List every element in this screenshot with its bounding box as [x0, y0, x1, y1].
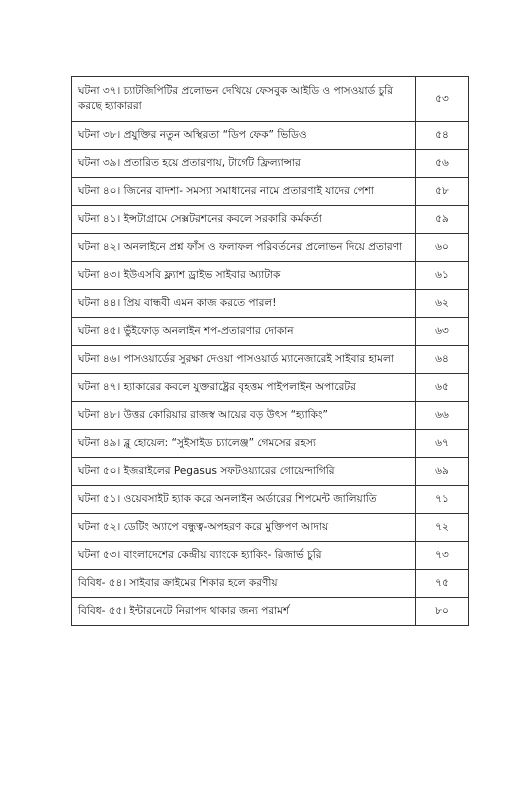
- table-row: [72, 374, 469, 402]
- table-row: [72, 430, 469, 458]
- toc-entry-title: ঘটনা ৪৫। ভুঁইফোড় অনলাইন শপ-প্রতারণার দোকান: [72, 318, 416, 346]
- table-row: [72, 262, 469, 290]
- table-row: [72, 570, 469, 598]
- table-row: [72, 122, 469, 150]
- table-row: [72, 206, 469, 234]
- toc-entry-title: ঘটনা ৪৯। ব্লু হোয়েল: “সুইসাইড চ্যালেঞ্জ” গেমসের রহস্য: [72, 430, 416, 458]
- table-row: [72, 402, 469, 430]
- toc-entry-title: ঘটনা ৪২। অনলাইনে প্রশ্ন ফাঁস ও ফলাফল পরিবর্তনের প্রলোভন দিয়ে প্রতারণা: [72, 234, 416, 262]
- table-of-contents: [71, 76, 469, 626]
- toc-entry-page: ৬৭: [416, 430, 469, 458]
- toc-entry-title: ঘটনা ৩৭। চ্যাটজিপিটির প্রলোভন দেখিয়ে ফেসবুক আইডি ও পাসওয়ার্ড চুরি করছে হ্যাকাররা: [72, 77, 416, 122]
- table-row: [72, 150, 469, 178]
- toc-entry-title: ঘটনা ৪৩। ইউএসবি ফ্ল্যাশ ড্রাইভ সাইবার অ্যাটাক: [72, 262, 416, 290]
- toc-entry-title: বিবিধ- ৫৪। সাইবার ক্রাইমের শিকার হলে করণীয়: [72, 570, 416, 598]
- toc-entry-page: ৫৬: [416, 150, 469, 178]
- toc-entry-page: ৬৬: [416, 402, 469, 430]
- toc-body: [72, 77, 469, 626]
- toc-entry-title: ঘটনা ৫১। ওয়েবসাইট হ্যাক করে অনলাইন অর্ডারের শিপমেন্ট জালিয়াতি: [72, 486, 416, 514]
- toc-entry-page: ৭২: [416, 514, 469, 542]
- table-row: [72, 598, 469, 626]
- toc-entry-title: ঘটনা ৩৮। প্রযুক্তির নতুন অস্থিরতা “ডিপ ফেক” ভিডিও: [72, 122, 416, 150]
- toc-entry-page: ৮০: [416, 598, 469, 626]
- toc-entry-page: ৫৮: [416, 178, 469, 206]
- toc-entry-page: ৭১: [416, 486, 469, 514]
- table-row: [72, 486, 469, 514]
- toc-entry-page: ৬৩: [416, 318, 469, 346]
- toc-entry-page: ৬৯: [416, 458, 469, 486]
- toc-entry-page: ৬০: [416, 234, 469, 262]
- toc-entry-page: ৭৩: [416, 542, 469, 570]
- toc-entry-title: বিবিধ- ৫৫। ইন্টারনেটে নিরাপদ থাকার জন্য পরামর্শ: [72, 598, 416, 626]
- toc-entry-page: ৬৫: [416, 374, 469, 402]
- table-row: [72, 346, 469, 374]
- toc-entry-page: ৫৯: [416, 206, 469, 234]
- table-row: [72, 514, 469, 542]
- toc-entry-page: ৬১: [416, 262, 469, 290]
- toc-entry-title: ঘটনা ৪৭। হ্যাকারের কবলে যুক্তরাষ্ট্রের বৃহত্তম পাইপলাইন অপারেটর: [72, 374, 416, 402]
- table-row: [72, 318, 469, 346]
- toc-entry-title: ঘটনা ৪১। ইন্সটাগ্রামে সেক্সটরশনের কবলে সরকারি কর্মকর্তা: [72, 206, 416, 234]
- toc-entry-title: ঘটনা ৪৮। উত্তর কোরিয়ার রাজস্ব আয়ের বড় উৎস “হ্যাকিং”: [72, 402, 416, 430]
- toc-entry-title: ঘটনা ৪০। জিনের বাদশা- সমস্যা সমাধানের নামে প্রতারণাই যাদের পেশা: [72, 178, 416, 206]
- table-row: [72, 77, 469, 122]
- toc-entry-title: ঘটনা ৫৩। বাংলাদেশের কেন্দ্রীয় ব্যাংকে হ্যাকিং- রিজার্ভ চুরি: [72, 542, 416, 570]
- toc-entry-page: ৫৪: [416, 122, 469, 150]
- table-row: [72, 234, 469, 262]
- toc-entry-title: ঘটনা ৩৯। প্রতারিত হয়ে প্রতারণায়, টার্গেট ফ্রিল্যান্সার: [72, 150, 416, 178]
- toc-entry-page: ৬২: [416, 290, 469, 318]
- toc-entry-title: ঘটনা ৫০। ইজরাইলের Pegasus সফটওয়্যারের গোয়েন্দাগিরি: [72, 458, 416, 486]
- toc-entry-title: ঘটনা ৪৪। প্রিয় বান্ধবী এমন কাজ করতে পারল!: [72, 290, 416, 318]
- toc-entry-page: ৭৫: [416, 570, 469, 598]
- toc-entry-title: ঘটনা ৫২। ডেটিং অ্যাপে বন্ধুত্ব-অপহরণ করে মুক্তিপণ আদায়: [72, 514, 416, 542]
- table-row: [72, 178, 469, 206]
- table-row: [72, 542, 469, 570]
- toc-entry-page: ৫৩: [416, 77, 469, 122]
- table-row: [72, 458, 469, 486]
- table-row: [72, 290, 469, 318]
- toc-entry-page: ৬৪: [416, 346, 469, 374]
- toc-entry-title: ঘটনা ৪৬। পাসওয়ার্ডের সুরক্ষা দেওয়া পাসওয়ার্ড ম্যানেজারেই সাইবার হামলা: [72, 346, 416, 374]
